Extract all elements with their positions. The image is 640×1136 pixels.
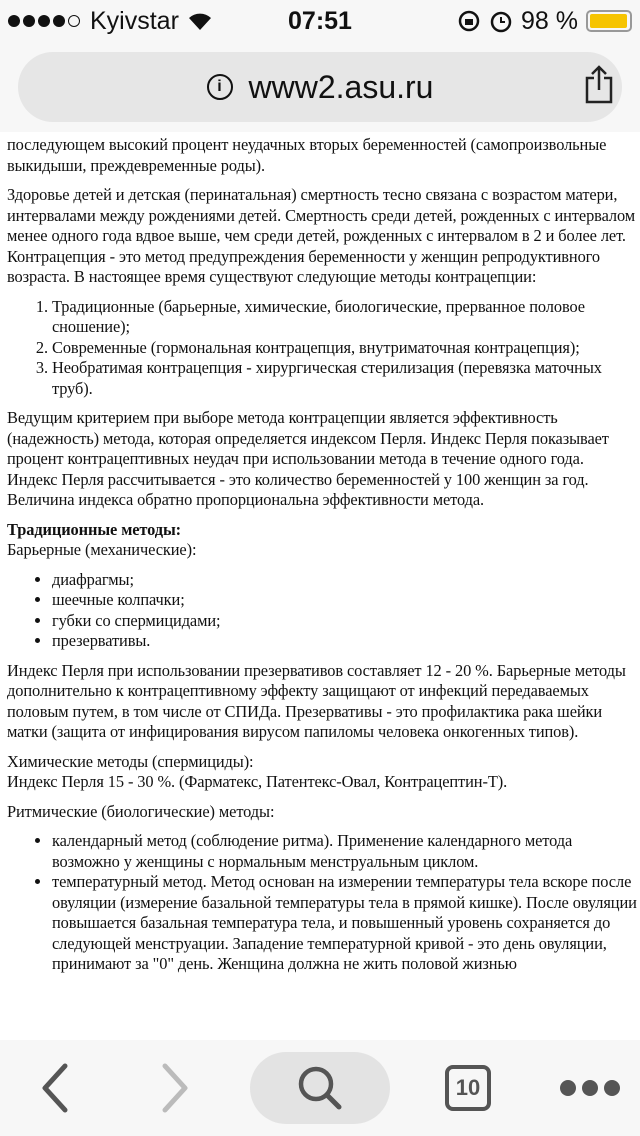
list-item: • губки со спермицидами; (52, 611, 638, 632)
signal-icon (8, 15, 80, 27)
rhythm-list (7, 831, 638, 975)
paragraph: Ведущим критерием при выборе метода контрацепции является эффективность (надежность) метода, которая определяется индексом Перля. Индекс Перля показывает процент контрацептивных неудач при использовании метода в течение одного года. Индекс Перля рассчитывается - это количество беременностей у 100 женщин за год. Величина индекса обратно пропорциональна эффективности метода. (7, 408, 609, 509)
paragraph: Индекс Перля при использовании презервативов составляет 12 - 20 %. Барьерные методы дополнительно к контрацептивному эффекту защищают от инфекций передаваемых половым путем, в том числе от СПИДа. Презервативы - это профилактика рака шейки матки (защита от инфицирования вирусом папиломы человека онкогенных типов). (7, 660, 626, 741)
browser-toolbar (0, 1040, 640, 1136)
list-item: • диафрагмы; (52, 570, 638, 591)
section-heading: Традиционные методы: (7, 519, 182, 539)
paragraph: Барьерные (механические): (7, 540, 197, 559)
info-icon[interactable]: i (207, 74, 233, 100)
chevron-right-icon (160, 1063, 190, 1113)
address-bar[interactable] (18, 52, 622, 122)
tab-count: 10 (445, 1065, 491, 1111)
browser-header (0, 42, 640, 132)
list-item: 1. Традиционные (барьерные, химические, биологические, прерванное половое сношение); (52, 297, 638, 338)
dot-icon (604, 1080, 620, 1096)
share-icon[interactable] (584, 64, 614, 104)
search-icon (250, 1040, 390, 1136)
list-item: 3. Необратимая контрацепция - хирургическая стерилизация (перевязка маточных труб). (52, 358, 638, 399)
list-item: • шеечные колпачки; (52, 590, 638, 611)
forward-button[interactable] (140, 1040, 210, 1136)
list-item: 2. Современные (гормональная контрацепция, внутриматочная контрацепция); (52, 338, 638, 359)
carrier-name: Kyivstar (90, 6, 179, 35)
list-item: • температурный метод. Метод основан на измерении температуры тела вскоре после овуляции (измерение базальной температуры тела в прямой кишке). После овуляции повышается базальная температура тела, и повышенный уровень сохраняется до следующей менструации. Западение температурной кривой - это день овуляции, принимают за "0" день. Женщина должна не жить половой жизнью (52, 872, 638, 975)
methods-list (7, 297, 638, 400)
url-text: www2.asu.ru (248, 68, 434, 105)
chevron-left-icon (40, 1063, 70, 1113)
rotation-lock-icon (457, 9, 481, 33)
battery-icon (586, 10, 632, 32)
status-bar (0, 0, 640, 42)
clock: 07:51 (288, 6, 352, 35)
paragraph: Ритмические (биологические) методы: (7, 801, 275, 821)
battery-percent: 98 % (521, 6, 578, 35)
barrier-list (7, 570, 638, 652)
list-item: • календарный метод (соблюдение ритма). Применение календарного метода возможно у женщины с нормальным менструальным циклом. (52, 831, 638, 872)
dot-icon (560, 1080, 576, 1096)
article-content (7, 135, 638, 984)
more-button[interactable] (555, 1040, 625, 1136)
list-item: • презервативы. (52, 631, 638, 652)
dot-icon (582, 1080, 598, 1096)
paragraph: Индекс Перля 15 - 30 %. (Фарматекс, Патентекс-Овал, Контрацептин-Т). (7, 772, 508, 791)
paragraph: Здоровье детей и детская (перинатальная) смертность тесно связана с возрастом матери, интервалами между рождениями детей. Смертность среди детей, рожденных с интервалом менее одного года вдвое выше, чем среди детей, рожденных с интервалом в 2 и более лет. Контрацепция - это метод предупреждения беременности у женщин репродуктивного возраста. В настоящее время существуют следующие методы контрацепции: (7, 185, 636, 286)
alarm-icon (489, 9, 513, 33)
wifi-icon (187, 11, 213, 31)
tabs-button[interactable] (440, 1040, 496, 1136)
paragraph: Химические методы (спермициды): (7, 751, 254, 771)
paragraph: последующем высокий процент неудачных вторых беременностей (самопроизвольные выкидыши, преждевременные роды). (7, 135, 607, 175)
back-button[interactable] (20, 1040, 90, 1136)
